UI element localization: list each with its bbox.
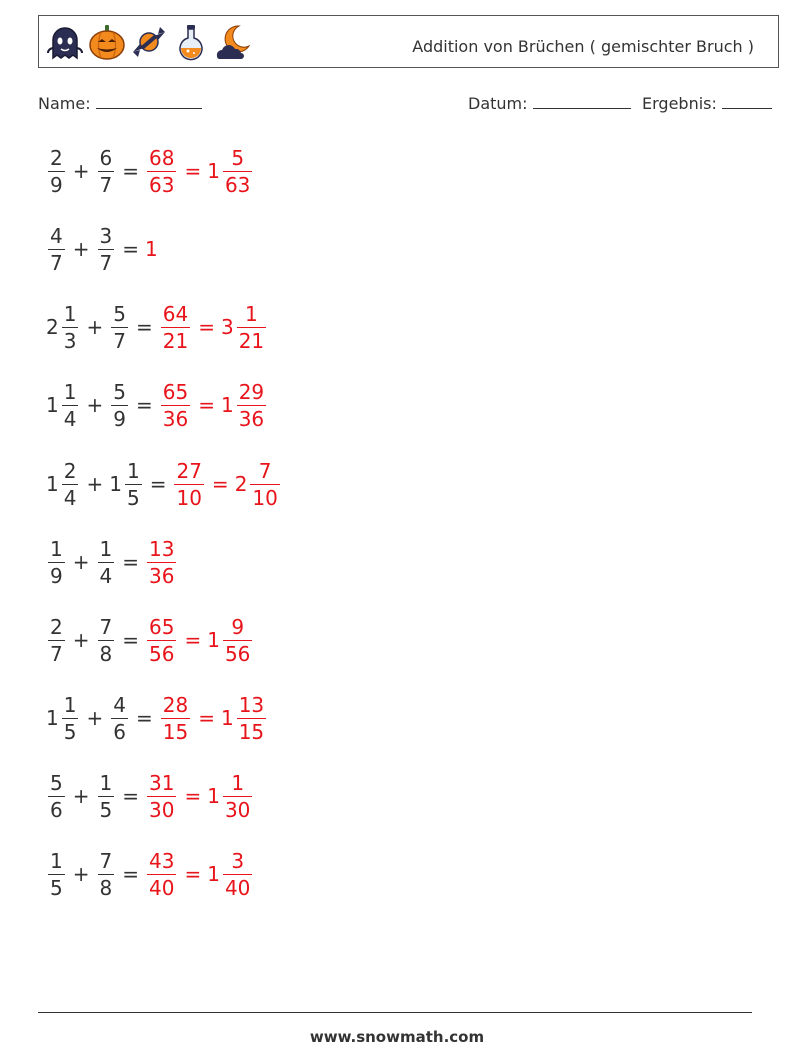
addend-a-fraction-denominator: 6 xyxy=(50,797,63,822)
equals-sign: = xyxy=(122,628,139,652)
addend-b-fraction xyxy=(111,303,128,352)
problem-row xyxy=(46,532,178,592)
addend-b-fraction xyxy=(98,538,115,587)
addend-b-fraction-numerator: 7 xyxy=(99,848,113,873)
addend-a-fraction-denominator: 4 xyxy=(63,406,77,431)
addend-a-fraction-numerator: 4 xyxy=(50,223,63,248)
addend-a-fraction-denominator: 7 xyxy=(50,641,63,666)
answer-improper xyxy=(147,616,176,665)
equals-sign: = xyxy=(135,393,153,417)
name-line[interactable] xyxy=(96,95,202,109)
addend-b-fraction-numerator: 1 xyxy=(99,770,113,795)
plus-sign: + xyxy=(72,550,90,574)
answer-mixed-fraction xyxy=(223,616,252,665)
answer xyxy=(145,772,254,821)
addend-a-fraction-numerator: 2 xyxy=(50,145,63,170)
answer-mixed-fraction-denominator: 21 xyxy=(238,328,265,353)
addend-a-fraction xyxy=(48,850,65,899)
answer-mixed-fraction xyxy=(250,460,279,509)
answer xyxy=(145,237,158,261)
answer-mixed-whole: 1 xyxy=(207,784,220,808)
answer-improper-numerator: 43 xyxy=(149,848,175,873)
addend-a-fraction-denominator: 9 xyxy=(50,563,63,588)
answer-improper-numerator: 65 xyxy=(162,379,189,404)
addend-b-fraction-numerator: 5 xyxy=(113,379,126,404)
addend-a-fraction-numerator: 1 xyxy=(63,379,77,404)
worksheet-header xyxy=(38,15,779,68)
addend-b-fraction xyxy=(98,147,115,196)
addend-b-fraction-denominator: 4 xyxy=(99,563,113,588)
answer xyxy=(172,460,281,509)
plus-sign: + xyxy=(72,237,90,261)
answer-mixed-fraction-numerator: 1 xyxy=(231,770,245,795)
answer-improper-numerator: 27 xyxy=(176,458,202,483)
addend-a-whole: 1 xyxy=(46,472,59,496)
answer-mixed-fraction-denominator: 63 xyxy=(224,172,251,197)
equals-sign: = xyxy=(122,862,139,886)
answer-improper-denominator: 30 xyxy=(149,797,175,822)
answer-improper-denominator: 10 xyxy=(176,485,202,510)
addend-b-fraction-denominator: 8 xyxy=(99,875,113,900)
addend-a-fraction xyxy=(62,303,79,352)
problem-row xyxy=(46,844,254,904)
name-field xyxy=(38,94,202,113)
answer-improper xyxy=(147,147,176,196)
problem-row xyxy=(46,297,268,357)
answer-mixed-fraction-denominator: 36 xyxy=(238,406,265,431)
addend-b-fraction-numerator: 7 xyxy=(99,614,113,639)
answer-equals-sign: = xyxy=(198,706,215,730)
answer-improper xyxy=(147,850,176,899)
addend-b-fraction-numerator: 1 xyxy=(126,458,140,483)
answer-improper-denominator: 15 xyxy=(162,719,189,744)
addend-a-fraction-numerator: 1 xyxy=(50,536,63,561)
result-label: Ergebnis: xyxy=(642,94,717,113)
date-label: Datum: xyxy=(468,94,528,113)
equals-sign: = xyxy=(122,784,139,808)
answer-mixed-fraction-numerator: 13 xyxy=(238,692,265,717)
addend-b-fraction xyxy=(98,225,115,274)
result-field xyxy=(642,94,772,113)
equals-sign: = xyxy=(122,159,139,183)
addend-a-fraction-numerator: 1 xyxy=(50,848,63,873)
answer-improper-denominator: 63 xyxy=(149,172,175,197)
addend-b-fraction xyxy=(125,460,142,509)
answer-improper-numerator: 13 xyxy=(149,536,175,561)
answer-improper-numerator: 31 xyxy=(149,770,175,795)
plus-sign: + xyxy=(72,784,90,808)
problem-row xyxy=(46,454,282,514)
addend-b-fraction-denominator: 6 xyxy=(113,719,126,744)
answer-mixed-whole: 2 xyxy=(234,472,248,496)
addend-b-fraction xyxy=(98,616,115,665)
answer-mixed-fraction-denominator: 30 xyxy=(224,797,251,822)
answer-improper xyxy=(161,381,190,430)
addend-b-fraction-denominator: 7 xyxy=(99,172,113,197)
answer-improper-denominator: 36 xyxy=(149,563,175,588)
ghost-icon xyxy=(45,22,85,62)
answer-mixed-fraction xyxy=(223,850,252,899)
equals-sign: = xyxy=(135,315,153,339)
footer-divider xyxy=(38,1012,752,1013)
addend-a-fraction xyxy=(48,225,65,274)
answer-mixed-fraction xyxy=(223,772,252,821)
answer xyxy=(159,694,268,743)
answer-improper-denominator: 40 xyxy=(149,875,175,900)
answer xyxy=(145,538,178,587)
addend-a-fraction-denominator: 3 xyxy=(63,328,77,353)
answer-improper-denominator: 36 xyxy=(162,406,189,431)
problem-row xyxy=(46,766,254,826)
addend-a-fraction-numerator: 1 xyxy=(63,301,77,326)
answer-mixed-whole: 1 xyxy=(220,393,234,417)
answer xyxy=(145,616,254,665)
header-icons xyxy=(45,22,253,62)
answer-mixed-fraction-numerator: 1 xyxy=(245,301,258,326)
date-field xyxy=(468,94,631,113)
answer-mixed-fraction-denominator: 10 xyxy=(252,485,278,510)
answer-mixed-whole: 3 xyxy=(220,315,234,339)
answer xyxy=(145,147,254,196)
addend-a-fraction xyxy=(62,381,79,430)
addend-b-fraction-numerator: 4 xyxy=(113,692,126,717)
addend-a-fraction-denominator: 5 xyxy=(50,875,63,900)
addend-b-fraction-numerator: 1 xyxy=(99,536,113,561)
addend-a-fraction-numerator: 2 xyxy=(50,614,63,639)
date-line[interactable] xyxy=(533,95,631,109)
answer xyxy=(159,381,268,430)
answer-equals-sign: = xyxy=(198,315,215,339)
addend-a-fraction-denominator: 7 xyxy=(50,250,63,275)
addend-a-fraction-numerator: 1 xyxy=(63,692,77,717)
addend-a-fraction-denominator: 5 xyxy=(63,719,77,744)
answer-mixed-whole: 1 xyxy=(207,159,220,183)
answer-mixed-fraction xyxy=(237,303,266,352)
answer-improper-numerator: 28 xyxy=(162,692,189,717)
addend-a-fraction xyxy=(62,460,79,509)
addend-a-fraction xyxy=(48,616,65,665)
equals-sign: = xyxy=(135,706,153,730)
plus-sign: + xyxy=(86,315,104,339)
answer-mixed-fraction-denominator: 56 xyxy=(224,641,251,666)
addend-b-fraction-denominator: 5 xyxy=(99,797,113,822)
problem-row xyxy=(46,141,254,201)
answer xyxy=(145,850,254,899)
addend-a-whole: 1 xyxy=(46,393,59,417)
plus-sign: + xyxy=(86,706,104,730)
answer-equals-sign: = xyxy=(184,862,202,886)
plus-sign: + xyxy=(72,159,90,183)
result-line[interactable] xyxy=(722,95,772,109)
answer-mixed-fraction xyxy=(237,694,266,743)
addend-b-fraction xyxy=(98,850,115,899)
problem-row xyxy=(46,219,158,279)
answer-improper xyxy=(147,772,176,821)
answer-mixed-fraction-denominator: 40 xyxy=(224,875,251,900)
answer-mixed-whole: 1 xyxy=(207,628,220,652)
equals-sign: = xyxy=(122,237,139,261)
addend-b-fraction-numerator: 5 xyxy=(113,301,126,326)
addend-b-fraction-numerator: 3 xyxy=(99,223,113,248)
problem-row xyxy=(46,610,254,670)
problem-row xyxy=(46,688,268,748)
equals-sign: = xyxy=(149,472,167,496)
answer-mixed-whole: 1 xyxy=(220,706,234,730)
answer-mixed-whole: 1 xyxy=(207,862,220,886)
addend-a-whole: 2 xyxy=(46,315,59,339)
addend-a-whole: 1 xyxy=(46,706,59,730)
answer xyxy=(159,303,268,352)
footer-url: www.snowmath.com xyxy=(309,1028,485,1046)
equals-sign: = xyxy=(122,550,139,574)
answer-improper-numerator: 68 xyxy=(149,145,175,170)
answer-mixed-fraction-numerator: 3 xyxy=(231,848,245,873)
answer-mixed-fraction-numerator: 7 xyxy=(258,458,272,483)
answer-equals-sign: = xyxy=(184,628,202,652)
moon-cloud-icon xyxy=(213,22,253,62)
worksheet-title: Addition von Brüchen ( gemischter Bruch ) xyxy=(412,37,754,56)
addend-a-fraction-numerator: 5 xyxy=(50,770,63,795)
addend-b-fraction-denominator: 9 xyxy=(113,406,126,431)
answer-improper-numerator: 64 xyxy=(162,301,189,326)
addend-a-fraction xyxy=(62,694,79,743)
plus-sign: + xyxy=(72,862,90,886)
answer-improper xyxy=(174,460,203,509)
plus-sign: + xyxy=(86,393,104,417)
addend-b-fraction-denominator: 7 xyxy=(113,328,126,353)
answer-improper-denominator: 56 xyxy=(149,641,175,666)
plus-sign: + xyxy=(72,628,90,652)
addend-b-fraction xyxy=(111,381,128,430)
problem-row xyxy=(46,375,268,435)
answer-mixed-fraction-numerator: 29 xyxy=(238,379,265,404)
addend-a-fraction-numerator: 2 xyxy=(63,458,77,483)
answer-improper-numerator: 65 xyxy=(149,614,175,639)
pumpkin-icon xyxy=(87,22,127,62)
answer-mixed-fraction xyxy=(237,381,266,430)
addend-b-fraction-denominator: 5 xyxy=(126,485,140,510)
potion-icon xyxy=(171,22,211,62)
addend-b-fraction-numerator: 6 xyxy=(99,145,113,170)
answer-improper xyxy=(161,694,190,743)
answer-improper xyxy=(161,303,190,352)
candy-icon xyxy=(129,22,169,62)
answer-mixed-fraction-numerator: 5 xyxy=(231,145,245,170)
addend-a-fraction xyxy=(48,538,65,587)
addend-b-fraction xyxy=(111,694,128,743)
answer-mixed-fraction xyxy=(223,147,252,196)
answer-equals-sign: = xyxy=(184,159,202,183)
addend-b-whole: 1 xyxy=(109,472,122,496)
addend-a-fraction xyxy=(48,147,65,196)
answer-equals-sign: = xyxy=(211,472,229,496)
addend-b-fraction-denominator: 7 xyxy=(99,250,113,275)
answer-whole: 1 xyxy=(145,237,158,261)
answer-equals-sign: = xyxy=(198,393,215,417)
addend-a-fraction xyxy=(48,772,65,821)
name-label: Name: xyxy=(38,94,91,113)
addend-b-fraction xyxy=(98,772,115,821)
answer-improper-denominator: 21 xyxy=(162,328,189,353)
addend-a-fraction-denominator: 4 xyxy=(63,485,77,510)
answer-improper xyxy=(147,538,176,587)
answer-equals-sign: = xyxy=(184,784,202,808)
addend-b-fraction-denominator: 8 xyxy=(99,641,113,666)
answer-mixed-fraction-numerator: 9 xyxy=(231,614,245,639)
answer-mixed-fraction-denominator: 15 xyxy=(238,719,265,744)
plus-sign: + xyxy=(86,472,104,496)
addend-a-fraction-denominator: 9 xyxy=(50,172,63,197)
